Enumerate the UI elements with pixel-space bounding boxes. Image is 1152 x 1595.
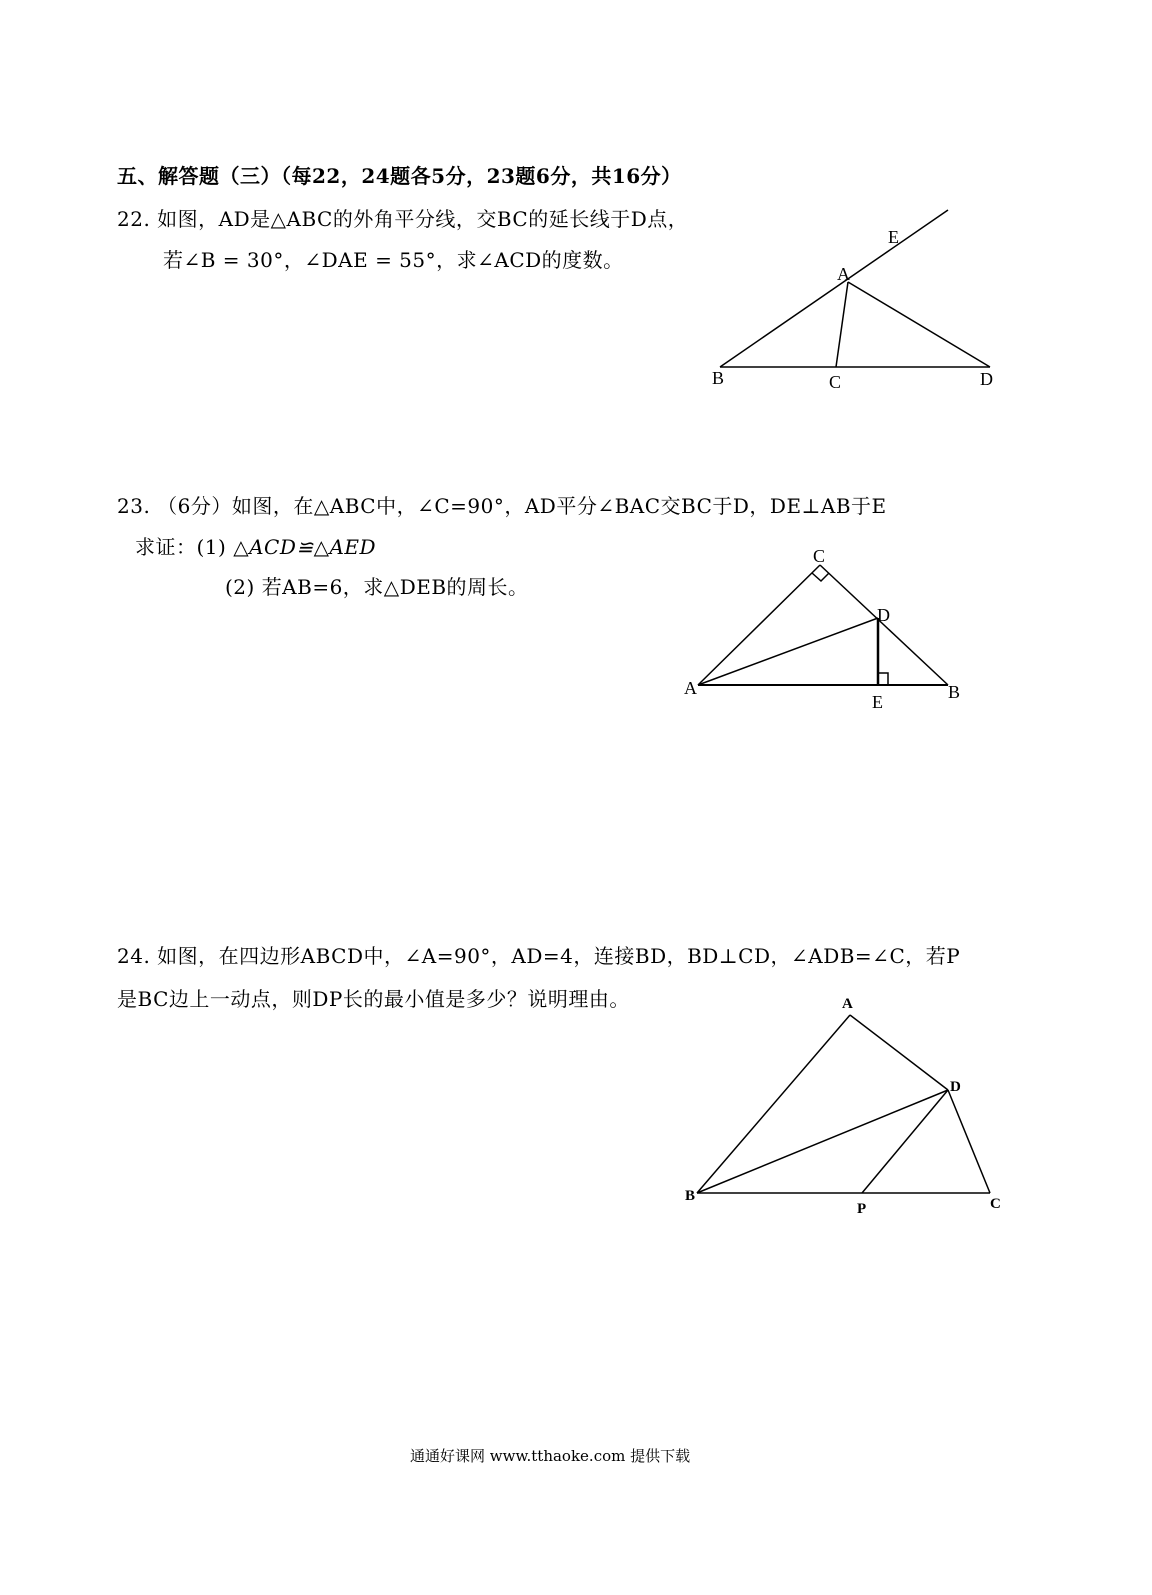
- label-B: B: [712, 368, 725, 388]
- line-BE: [720, 210, 948, 367]
- right-angle-E: [878, 673, 888, 685]
- line-AD: [848, 282, 990, 367]
- line-CB: [820, 565, 948, 685]
- label-D: D: [950, 1079, 961, 1095]
- label-C: C: [829, 372, 842, 392]
- figure-q24-labels: [685, 996, 1001, 1217]
- label-C: C: [990, 1196, 1001, 1212]
- line-AD: [850, 1015, 948, 1090]
- label-D: D: [877, 605, 890, 625]
- label-A: A: [684, 678, 697, 698]
- line-AD: [698, 618, 878, 685]
- q23-line1: 23. （6分）如图，在△ABC中，∠C=90°，AD平分∠BAC交BC于D，DE⊥AB于E: [117, 494, 887, 518]
- q23-congruence: △ACD≌△AED: [233, 535, 377, 559]
- q24-line1: 24. 如图，在四边形ABCD中，∠A=90°，AD=4，连接BD，BD⊥CD，∠ADB=∠C，若P: [117, 944, 961, 968]
- footer: 通通好课网 www.tthaoke.com 提供下载: [410, 1447, 691, 1465]
- figure-q22: [720, 210, 990, 367]
- right-angle-C: [812, 573, 829, 581]
- q23-line3: (2) 若AB=6，求△DEB的周长。: [225, 575, 529, 599]
- q22-line1: 22. 如图，AD是△ABC的外角平分线，交BC的延长线于D点，: [117, 207, 689, 231]
- figure-q24: [697, 1015, 990, 1193]
- label-B: B: [685, 1188, 696, 1204]
- q23-prove-label: 求证：(1): [135, 535, 234, 559]
- line-AC: [836, 282, 848, 367]
- label-C: C: [813, 546, 826, 566]
- line-AC: [698, 565, 820, 685]
- label-D: D: [980, 369, 993, 389]
- label-P: P: [857, 1201, 867, 1217]
- label-E: E: [888, 227, 899, 247]
- label-A: A: [842, 996, 853, 1012]
- figure-q23: [698, 565, 948, 685]
- q24-line2: 是BC边上一动点，则DP长的最小值是多少？说明理由。: [117, 987, 630, 1011]
- line-BD: [697, 1090, 948, 1193]
- label-A: A: [837, 264, 850, 284]
- q22-line2: 若∠B = 30°，∠DAE = 55°，求∠ACD的度数。: [163, 248, 624, 272]
- label-E: E: [872, 692, 883, 712]
- label-B: B: [948, 682, 961, 702]
- figure-q23-labels: [684, 546, 960, 712]
- section-title: 五、解答题（三）（每22，24题各5分，23题6分，共16分）: [117, 164, 682, 188]
- line-DC: [948, 1090, 990, 1193]
- line-AB: [697, 1015, 850, 1193]
- line-DP: [862, 1090, 948, 1193]
